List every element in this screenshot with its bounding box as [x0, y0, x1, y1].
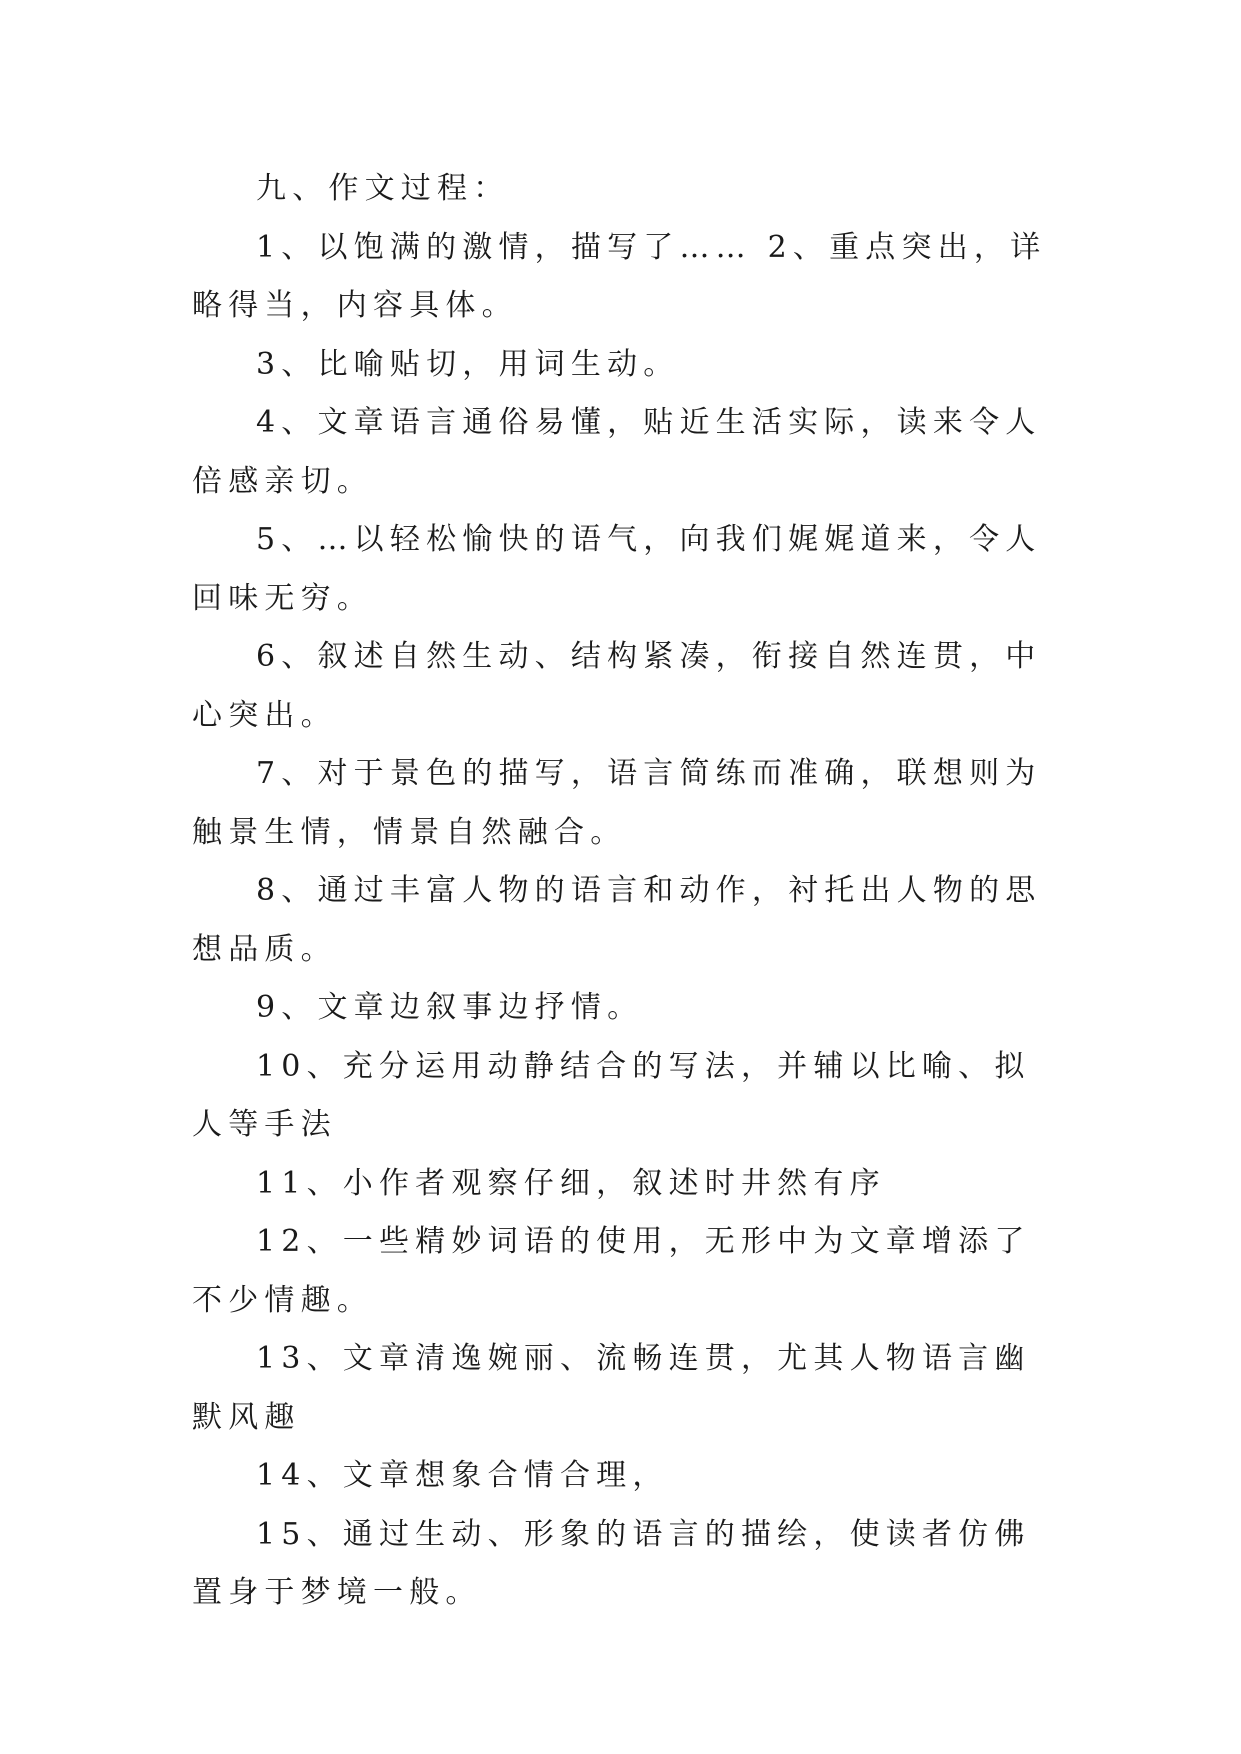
paragraph-8: 8、通过丰富人物的语言和动作，衬托出人物的思想品质。	[192, 873, 1042, 967]
paragraph-10: 10、充分运用动静结合的写法，并辅以比喻、拟人等手法	[192, 1048, 1031, 1142]
paragraph-11: 11、小作者观察仔细，叙述时井然有序	[256, 1165, 886, 1201]
paragraph-4: 4、文章语言通俗易懂，贴近生活实际，读来令人倍感亲切。	[192, 405, 1042, 499]
paragraph-7: 7、对于景色的描写，语言简练而准确，联想则为触景生情，情景自然融合。	[192, 756, 1042, 850]
paragraph-14: 14、文章想象合情合理，	[256, 1458, 669, 1493]
section-heading: 九、作文过程：	[256, 171, 510, 206]
paragraph-15: 15、通过生动、形象的语言的描绘，使读者仿佛置身于梦境一般。	[192, 1516, 1031, 1610]
paragraph-13: 13、文章清逸婉丽、流畅连贯，尤其人物语言幽默风趣	[192, 1341, 1031, 1435]
paragraph-6: 6、叙述自然生动、结构紧凑，衔接自然连贯，中心突出。	[192, 639, 1042, 733]
paragraph-9: 9、文章边叙事边抒情。	[256, 990, 644, 1025]
paragraph-5: 5、…以轻松愉快的语气，向我们娓娓道来，令人回味无穷。	[192, 522, 1042, 616]
paragraph-12: 12、一些精妙词语的使用，无形中为文章增添了不少情趣。	[192, 1224, 1031, 1318]
paragraph-3: 3、比喻贴切，用词生动。	[256, 346, 680, 382]
document-body	[192, 160, 1052, 1623]
paragraph-1: 1、以饱满的激情，描写了…… 2、重点突出，详略得当，内容具体。	[192, 229, 1047, 323]
